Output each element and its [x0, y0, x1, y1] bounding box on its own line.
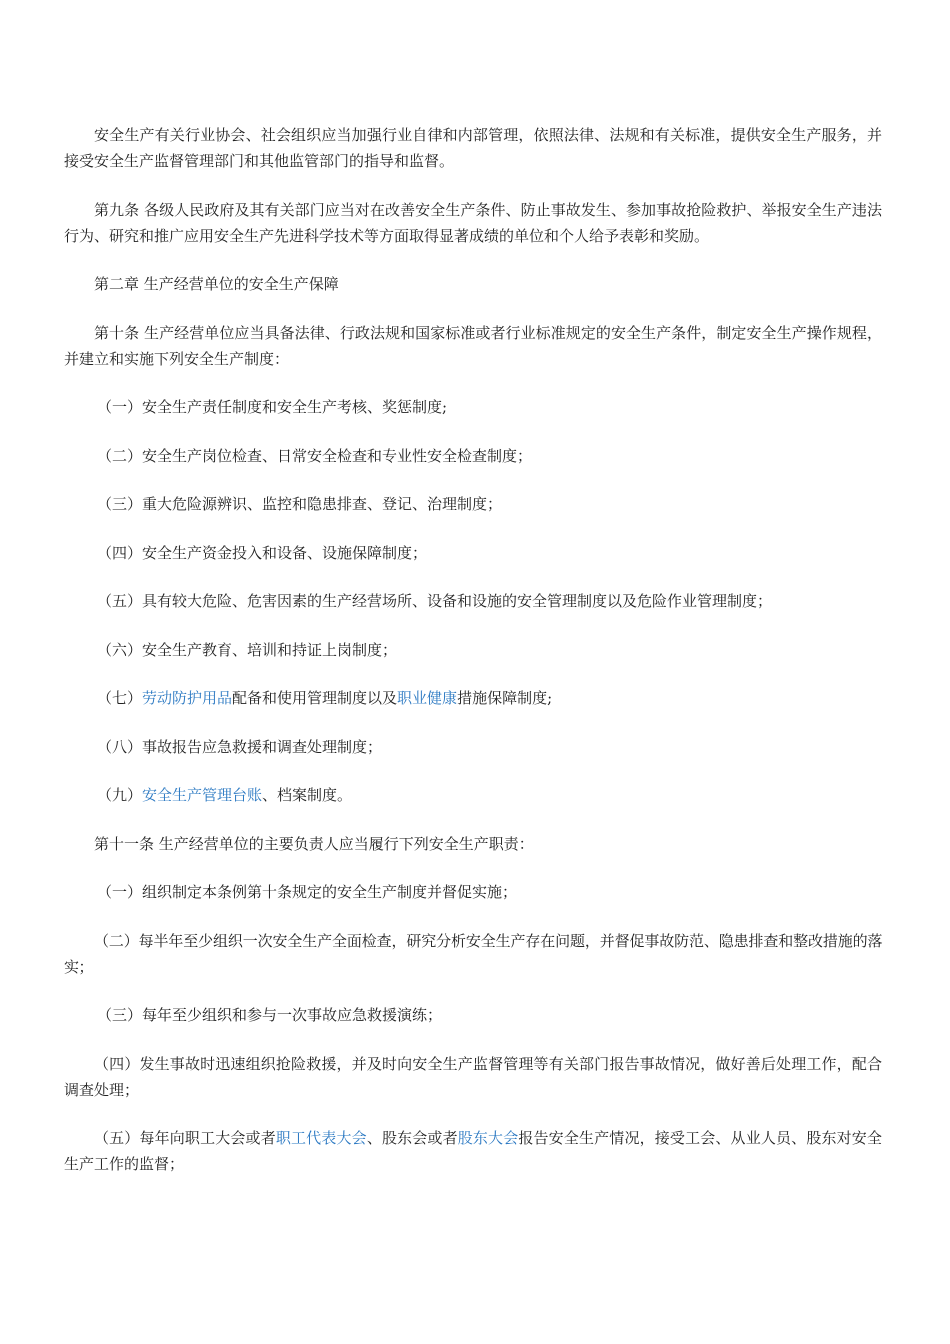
link-labor-protection[interactable]: 劳动防护用品	[142, 689, 233, 707]
text-segment: （五）每年向职工大会或者	[94, 1129, 276, 1147]
text-segment: 、股东会或者	[366, 1129, 458, 1147]
text-segment: （四）安全生产资金投入和设备、设施保障制度；	[97, 543, 428, 562]
text-segment: 第十条 生产经营单位应当具备法律、行政法规和国家标准或者行业标准规定的安全生产条件，制定安全生产操作规程，并建立和实施下列安全生产制度：	[64, 323, 882, 368]
paragraph-p1	[64, 122, 882, 174]
text-segment: （六）安全生产教育、培训和持证上岗制度；	[97, 640, 398, 659]
list-item	[64, 540, 882, 566]
list-item	[64, 782, 882, 808]
text-segment: 配备和使用管理制度以及	[232, 689, 398, 707]
chapter-heading	[64, 271, 882, 297]
paragraph-article-9	[64, 197, 882, 249]
paragraph-article-11	[64, 831, 882, 857]
text-segment: （一）安全生产责任制度和安全生产考核、奖惩制度;	[97, 398, 448, 416]
list-item	[64, 588, 882, 614]
link-shareholders-meeting[interactable]: 股东大会	[457, 1129, 519, 1147]
list-item	[64, 1051, 882, 1103]
text-segment: （三）每年至少组织和参与一次事故应急救援演练；	[97, 1006, 443, 1024]
list-item	[64, 637, 882, 663]
list-item	[64, 491, 882, 517]
link-workers-congress[interactable]: 职工代表大会	[275, 1129, 367, 1147]
text-segment: （三）重大危险源辨识、监控和隐患排查、登记、治理制度；	[97, 495, 503, 513]
list-item	[64, 879, 882, 905]
text-segment: （四）发生事故时迅速组织抢险救援，并及时向安全生产监督管理等有关部门报告事故情况，做好善后处理工作，配合调查处理；	[64, 1054, 882, 1099]
document-page	[64, 122, 882, 1200]
text-segment: 、档案制度。	[262, 786, 353, 804]
link-safety-ledger[interactable]: 安全生产管理台账	[142, 786, 263, 804]
list-item	[64, 928, 882, 980]
list-item	[64, 443, 882, 469]
text-segment: 措施保障制度;	[457, 689, 553, 707]
text-segment: 安全生产有关行业协会、社会组织应当加强行业自律和内部管理，依照法律、法规和有关标准，提供安全生产服务，并接受安全生产监督管理部门和其他监管部门的指导和监督。	[64, 126, 882, 170]
paragraph-article-10	[64, 320, 882, 372]
text-segment: 第九条 各级人民政府及其有关部门应当对在改善安全生产条件、防止事故发生、参加事故抢险救护、举报安全生产违法行为、研究和推广应用安全生产先进科学技术等方面取得显著成绩的单位和个人给予表彰和奖励。	[64, 200, 882, 245]
link-occupational-health[interactable]: 职业健康	[397, 689, 458, 707]
text-segment: 第二章 生产经营单位的安全生产保障	[94, 275, 339, 293]
list-item	[64, 734, 882, 760]
text-segment: （一）组织制定本条例第十条规定的安全生产制度并督促实施；	[97, 883, 518, 901]
text-segment: （七）	[97, 689, 143, 707]
text-segment: 第十一条 生产经营单位的主要负责人应当履行下列安全生产职责：	[94, 834, 534, 853]
text-segment: （九）	[97, 786, 143, 804]
text-segment: 报告安全生产情况，接受工会、从业人员、股东对安全生产工作的监督；	[64, 1129, 882, 1173]
text-segment: （二）安全生产岗位检查、日常安全检查和专业性安全检查制度；	[97, 446, 533, 465]
text-segment: （八）事故报告应急救援和调查处理制度；	[97, 737, 383, 756]
list-item	[64, 1125, 882, 1177]
list-item	[64, 394, 882, 420]
list-item	[64, 1002, 882, 1028]
text-segment: （五）具有较大危险、危害因素的生产经营场所、设备和设施的安全管理制度以及危险作业管理制度；	[97, 592, 773, 610]
list-item	[64, 685, 882, 711]
text-segment: （二）每半年至少组织一次安全生产全面检查，研究分析安全生产存在问题，并督促事故防范、隐患排查和整改措施的落实；	[64, 931, 882, 976]
